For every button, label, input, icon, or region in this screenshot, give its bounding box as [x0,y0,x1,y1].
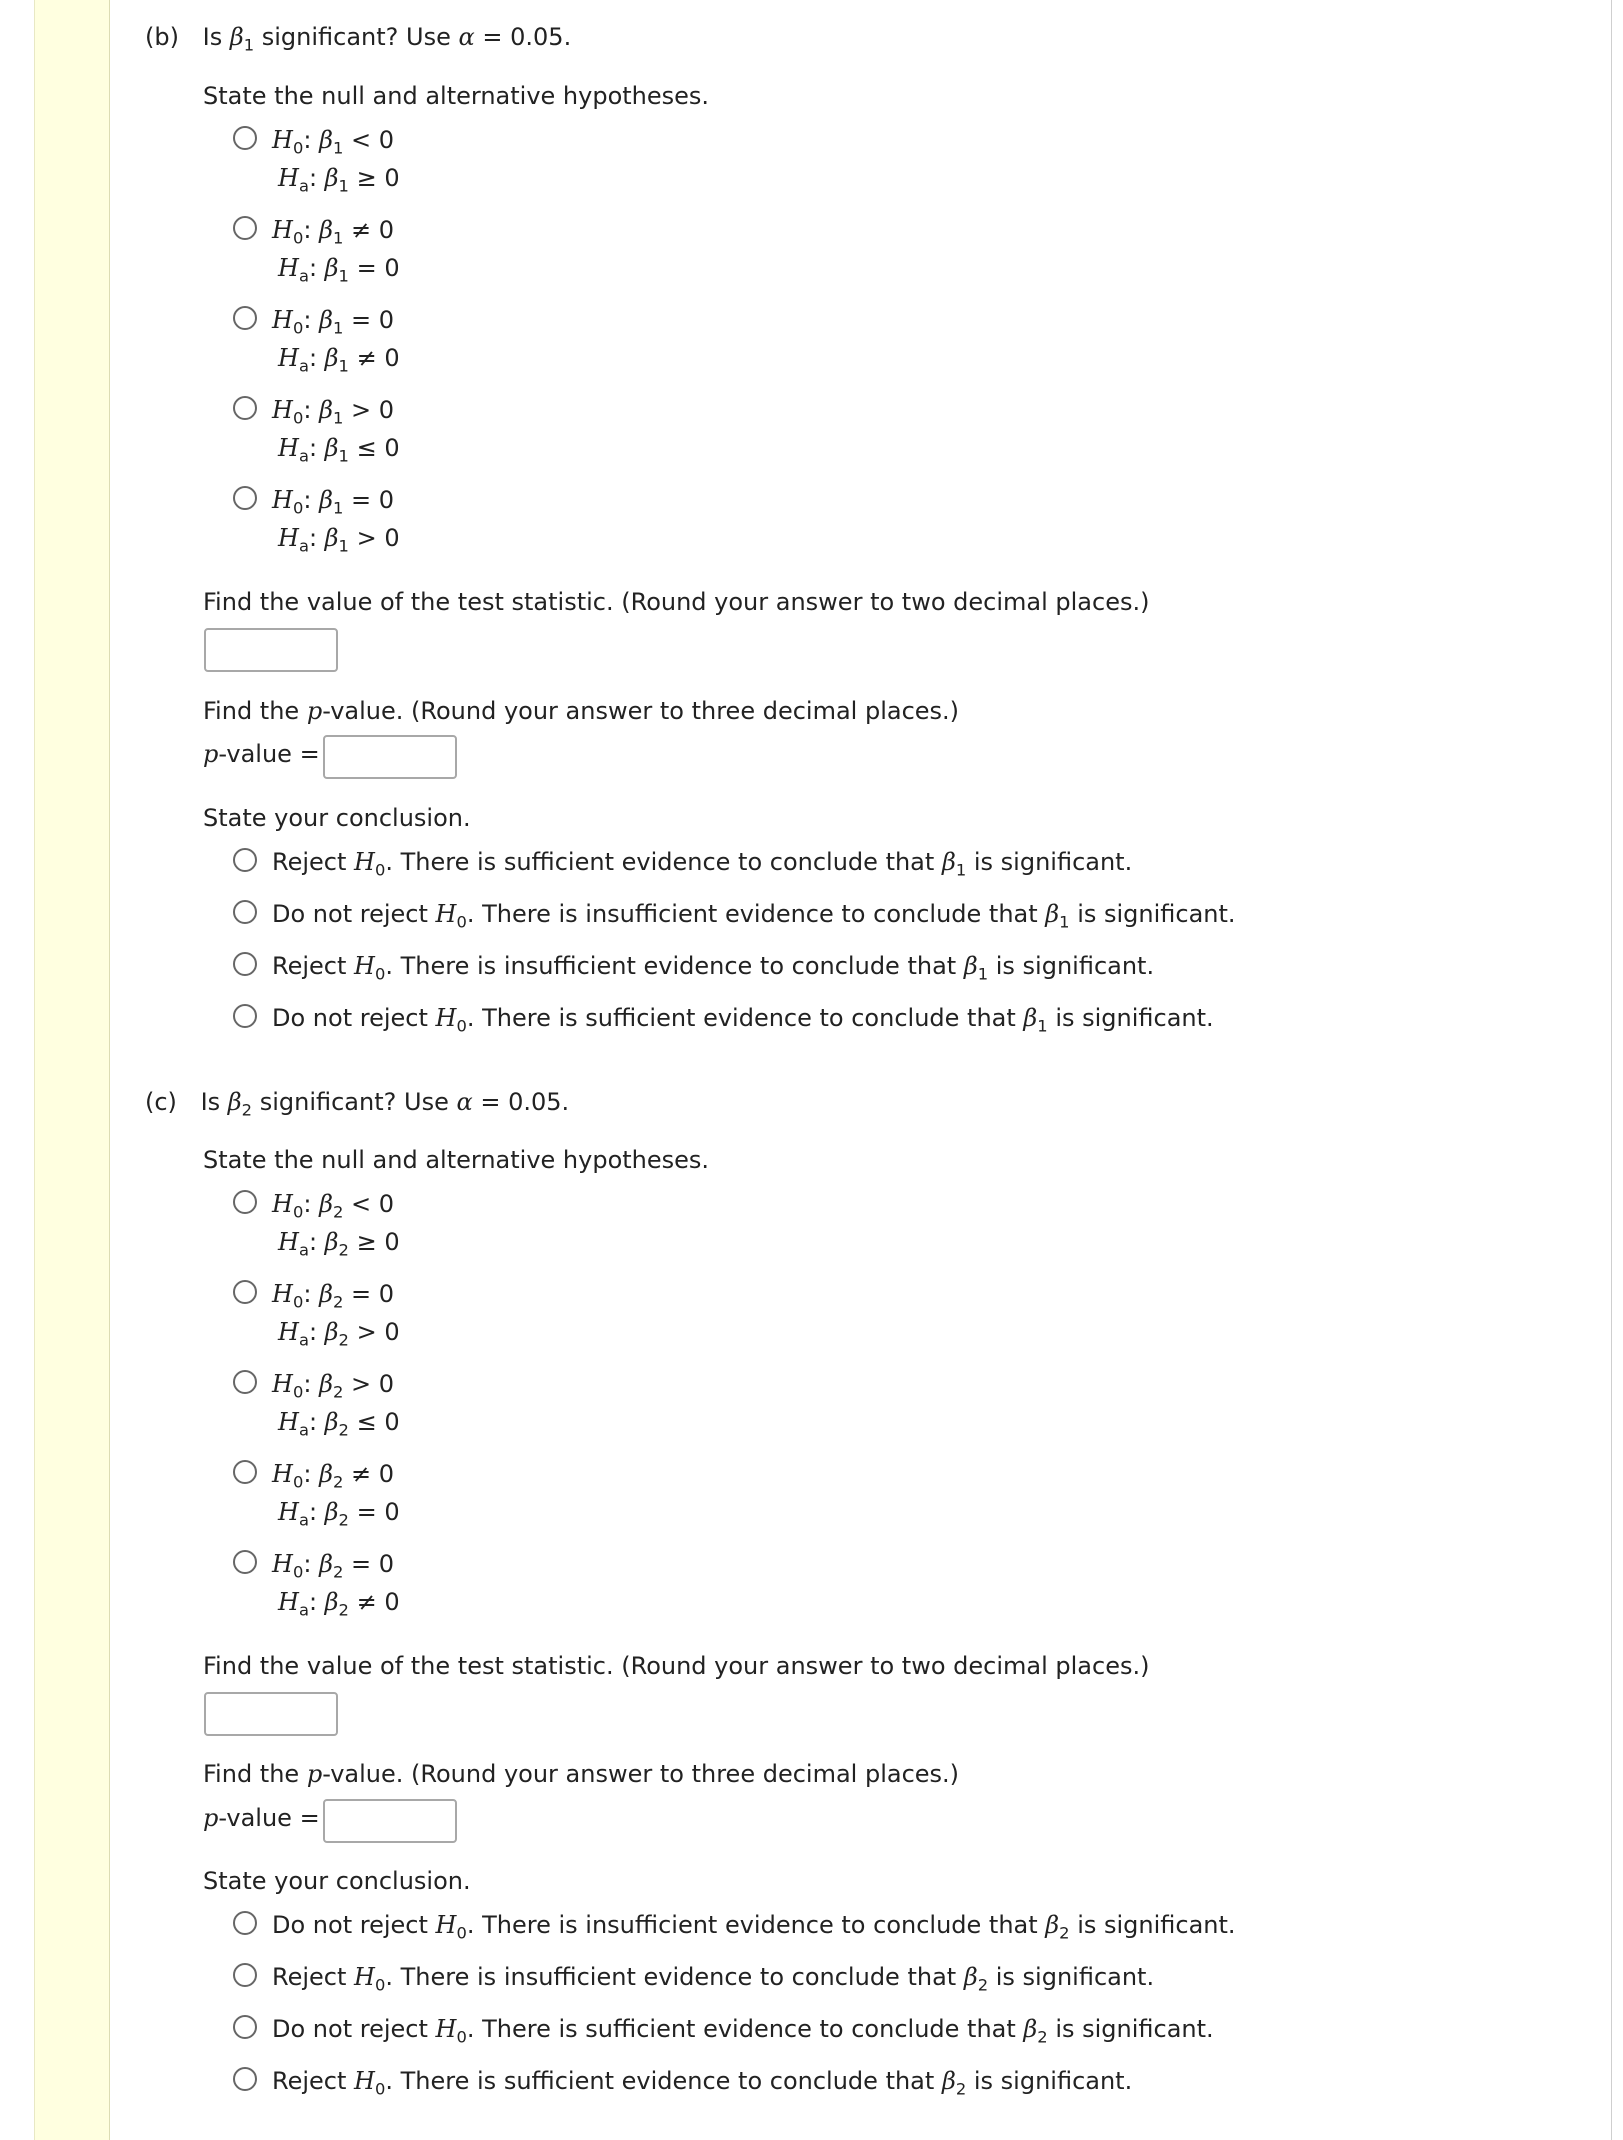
part-c-test-stat-input[interactable] [204,1692,338,1736]
right-border [1611,0,1612,2140]
part-b-pvalue-prompt: Find the p-value. (Round your answer to three decimal places.) [203,697,960,725]
part-c-conclusion-radio-1[interactable] [233,1911,257,1935]
part-c-conclusion-prompt: State your conclusion. [203,1867,471,1895]
part-b-hyp1-alt: $H_a$: $\beta_1 \ge 0$ [278,164,400,196]
part-b-hypothesis-radio-4[interactable] [233,396,257,420]
part-c-hyp2-null: $H_0$: $\beta_2 = 0$ [272,1280,394,1312]
part-c-hypotheses-prompt: State the null and alternative hypotheses. [203,1146,710,1174]
part-c-pvalue-label: p-value = [203,1804,320,1832]
part-b-conclusion-radio-4[interactable] [233,1004,257,1028]
part-c-hyp5-null: $H_0$: $\beta_2 = 0$ [272,1550,394,1582]
part-b-hypothesis-radio-3[interactable] [233,306,257,330]
part-b-heading: (b) Is $\beta_1$ significant? Use α = 0.05. [145,23,572,55]
part-c-hyp3-alt: $H_a$: $\beta_2 \le 0$ [278,1408,400,1440]
part-c-hypothesis-radio-1[interactable] [233,1190,257,1214]
part-b-conclusion-prompt: State your conclusion. [203,804,471,832]
part-b-hyp4-null: $H_0$: $\beta_1 > 0$ [272,396,394,428]
part-c-conclusion-radio-2[interactable] [233,1963,257,1987]
part-b-hyp5-alt: $H_a$: $\beta_1 > 0$ [278,524,400,556]
part-c-hypothesis-radio-5[interactable] [233,1550,257,1574]
part-c-conclusion-4: Reject $H_0$. There is sufficient evidence to conclude that $\beta_2$ is significant. [272,2067,1133,2099]
part-c-label: (c) [145,1088,177,1116]
part-b-pvalue-label: p-value = [203,740,320,768]
part-b-hyp2-null: $H_0$: $\beta_1 \ne 0$ [272,216,394,248]
part-b-hyp5-null: $H_0$: $\beta_1 = 0$ [272,486,394,518]
part-c-hypothesis-radio-3[interactable] [233,1370,257,1394]
part-b-conclusion-1: Reject $H_0$. There is sufficient evidence to conclude that $\beta_1$ is significant. [272,848,1133,880]
part-b-hyp1-null: $H_0$: $\beta_1 < 0$ [272,126,394,158]
part-b-hyp3-alt: $H_a$: $\beta_1 \ne 0$ [278,344,400,376]
part-b-hypothesis-radio-1[interactable] [233,126,257,150]
part-b-conclusion-3: Reject $H_0$. There is insufficient evidence to conclude that $\beta_1$ is significant. [272,952,1155,984]
part-c-conclusion-radio-3[interactable] [233,2015,257,2039]
part-c-hypothesis-radio-4[interactable] [233,1460,257,1484]
part-b-hypotheses-prompt: State the null and alternative hypotheses. [203,82,710,110]
part-b-test-stat-input[interactable] [204,628,338,672]
question-side-strip [34,0,110,2140]
part-c-heading: (c) Is $\beta_2$ significant? Use α = 0.05. [145,1088,570,1120]
part-b-conclusion-radio-1[interactable] [233,848,257,872]
part-b-hyp3-null: $H_0$: $\beta_1 = 0$ [272,306,394,338]
part-c-test-stat-prompt: Find the value of the test statistic. (Round your answer to two decimal places.) [203,1652,1150,1680]
part-b-hyp2-alt: $H_a$: $\beta_1 = 0$ [278,254,400,286]
part-c-conclusion-2: Reject $H_0$. There is insufficient evidence to conclude that $\beta_2$ is significant. [272,1963,1155,1995]
part-b-conclusion-2: Do not reject $H_0$. There is insufficient evidence to conclude that $\beta_1$ is significant. [272,900,1236,932]
part-b-hypothesis-radio-2[interactable] [233,216,257,240]
part-c-hyp4-alt: $H_a$: $\beta_2 = 0$ [278,1498,400,1530]
part-b-test-stat-prompt: Find the value of the test statistic. (Round your answer to two decimal places.) [203,588,1150,616]
part-c-conclusion-3: Do not reject $H_0$. There is sufficient evidence to conclude that $\beta_2$ is significant. [272,2015,1214,2047]
part-c-pvalue-prompt: Find the p-value. (Round your answer to three decimal places.) [203,1760,960,1788]
part-b-hypothesis-radio-5[interactable] [233,486,257,510]
part-c-hyp1-null: $H_0$: $\beta_2 < 0$ [272,1190,394,1222]
part-b-conclusion-4: Do not reject $H_0$. There is sufficient evidence to conclude that $\beta_1$ is significant. [272,1004,1214,1036]
part-c-pvalue-input[interactable] [323,1799,457,1843]
part-c-hyp3-null: $H_0$: $\beta_2 > 0$ [272,1370,394,1402]
part-b-conclusion-radio-2[interactable] [233,900,257,924]
part-c-conclusion-1: Do not reject $H_0$. There is insufficient evidence to conclude that $\beta_2$ is significant. [272,1911,1236,1943]
part-c-hyp2-alt: $H_a$: $\beta_2 > 0$ [278,1318,400,1350]
part-c-hypothesis-radio-2[interactable] [233,1280,257,1304]
part-c-hyp4-null: $H_0$: $\beta_2 \ne 0$ [272,1460,394,1492]
part-c-hyp1-alt: $H_a$: $\beta_2 \ge 0$ [278,1228,400,1260]
part-b-hyp4-alt: $H_a$: $\beta_1 \le 0$ [278,434,400,466]
part-b-label: (b) [145,23,179,51]
part-c-conclusion-radio-4[interactable] [233,2067,257,2091]
part-b-conclusion-radio-3[interactable] [233,952,257,976]
part-b-pvalue-input[interactable] [323,735,457,779]
part-c-hyp5-alt: $H_a$: $\beta_2 \ne 0$ [278,1588,400,1620]
